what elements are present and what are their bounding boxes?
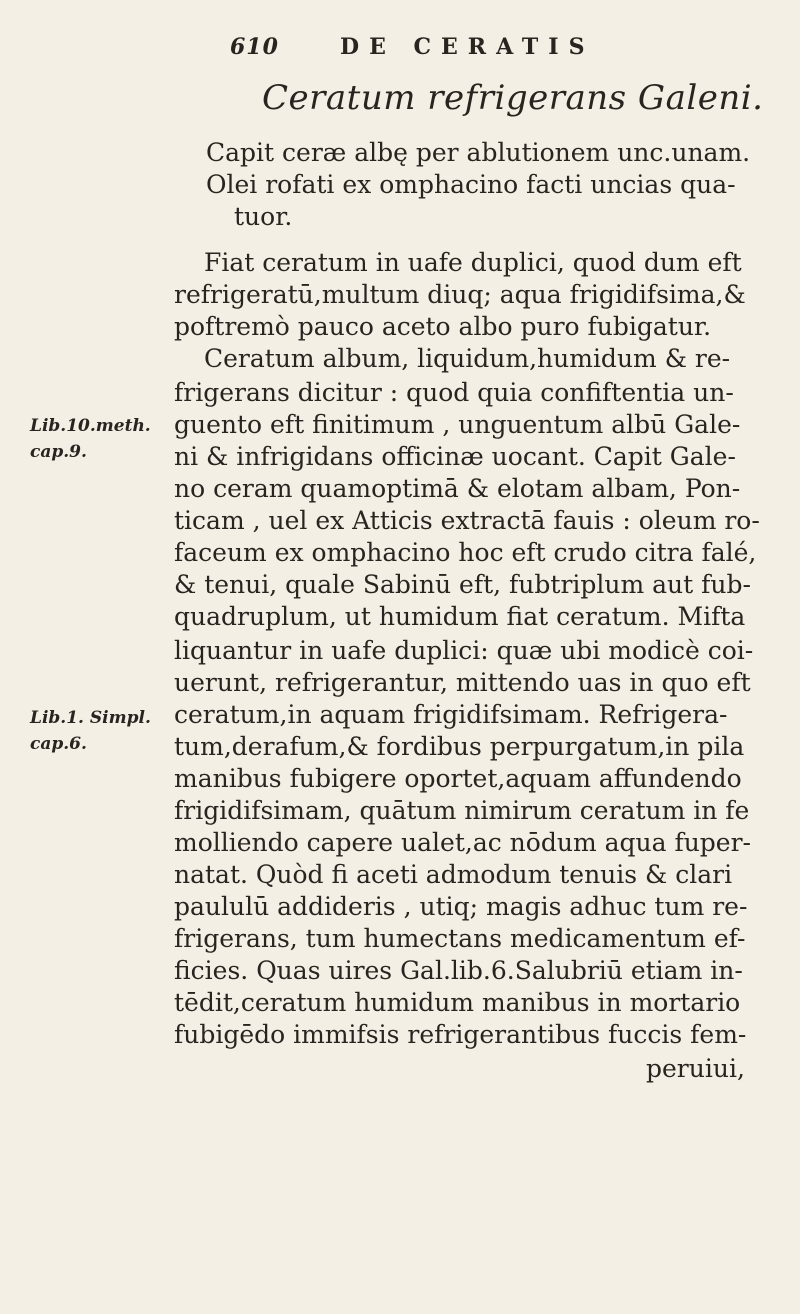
margin-note-line: Lib.10.meth. (30, 416, 151, 436)
text-line: Capit ceræ albę per ablutionem unc.unam. (206, 138, 751, 167)
text-line: liquantur in uafe duplici: quæ ubi modicè coi- (174, 636, 754, 665)
text-line: molliendo capere ualet,ac nōdum aqua fuper- (174, 828, 752, 857)
section-title: Ceratum refrigerans Galeni. (262, 78, 764, 118)
text-line: manibus fubigere oportet,aquam affundendo (174, 764, 742, 793)
text-line: ceratum,in aquam frigidifsimam. Refrigera- (174, 700, 728, 729)
text-line: Ceratum album, liquidum,humidum & re- (204, 344, 731, 373)
text-line: guento eft finitimum , unguentum albū Gale- (174, 410, 741, 439)
text-line: no ceram quamoptimā & elotam albam, Pon- (174, 474, 741, 503)
text-line: peruiui, (646, 1054, 745, 1083)
text-line: & tenui, quale Sabinū eft, fubtriplum aut fub- (174, 570, 751, 599)
text-line: ficies. Quas uires Gal.lib.6.Salubriū etiam in- (174, 956, 743, 985)
page-number: 610 (230, 34, 279, 60)
text-line: natat. Quòd fi aceti admodum tenuis & clari (174, 860, 733, 889)
text-line: paululū addideris , utiq; magis adhuc tum re- (174, 892, 748, 921)
margin-note (30, 416, 151, 462)
margin-note (30, 708, 151, 754)
text-line: frigidifsimam, quātum nimirum ceratum in fe (174, 796, 750, 825)
text-line: Fiat ceratum in uafe duplici, quod dum eft (204, 248, 742, 277)
text-line: frigerans dicitur : quod quia confiftentia un- (174, 378, 734, 407)
text-line: ni & infrigidans officinæ uocant. Capit Gale- (174, 442, 736, 471)
text-line: tēdit,ceratum humidum manibus in mortario (174, 988, 741, 1017)
text-line: tum,derafum,& fordibus perpurgatum,in pila (174, 732, 745, 761)
text-line: uerunt, refrigerantur, mittendo uas in quo eft (174, 668, 751, 697)
margin-note-line: Lib.1. Simpl. (30, 708, 151, 728)
running-title: DE CERATIS (340, 34, 595, 60)
text-line: tuor. (234, 202, 293, 231)
margin-note-line: cap.6. (30, 734, 87, 754)
text-line: Olei rofati ex omphacino facti uncias qua- (206, 170, 736, 199)
text-line: refrigeratū,multum diuq; aqua frigidifsima,& (174, 280, 746, 309)
text-line: poftremò pauco aceto albo puro fubigatur. (174, 312, 712, 341)
running-head (0, 34, 800, 74)
text-line: quadruplum, ut humidum fiat ceratum. Mifta (174, 602, 746, 631)
text-line: frigerans, tum humectans medicamentum ef- (174, 924, 746, 953)
margin-note-line: cap.9. (30, 442, 87, 462)
text-line: fubigēdo immifsis refrigerantibus fuccis fem- (174, 1020, 747, 1049)
text-line: ticam , uel ex Atticis extractā fauis : oleum ro- (174, 506, 760, 535)
text-line: faceum ex omphacino hoc eft crudo citra falé, (174, 538, 757, 567)
